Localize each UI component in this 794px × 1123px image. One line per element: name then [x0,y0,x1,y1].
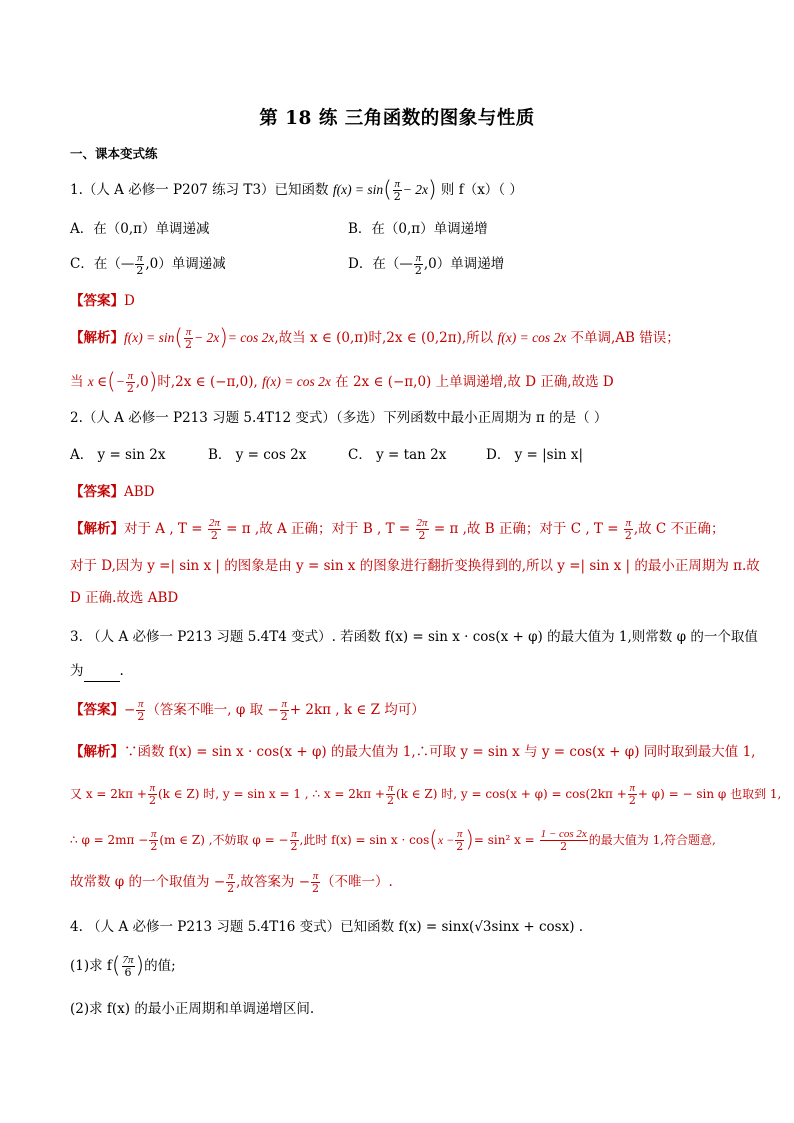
q1-analysis-line1: 【解析】f(x) = sin( $\frac{\pi}{2}$ − 2x)= cos 2x,故当 x ∈ (0,π)时,2x ∈ (0,2π),所以 f(x) = cos 2x 不单调,AB 错误； [70,325,680,351]
q2-answer: 【答案】ABD [70,484,155,500]
q4-part1: (1)求 f( $\frac{7\pi}{6}$ )的值; [70,953,176,979]
q2-analysis-line2: 对于 D,因为 y =| sin x | 的图象是由 y = sin x 的图象进行翻折变换得到的,所以 y =| sin x | 的最小正周期为 π.故 [70,558,760,574]
q3-stem-line2: 为 . [70,660,124,682]
q1-analysis-line2: 当 x ∈(− $\frac{\pi}{2}$ ,0)时,2x ∈ (−π,0), f(x) = cos 2x 在 2x ∈ (−π,0) 上单调递增,故 D 正确,故选 D [70,369,614,395]
q3-stem-line1: 3. （人 A 必修一 P213 习题 5.4T4 变式）. 若函数 f(x) = sin x · cos(x + φ) 的最大值为 1,则常数 φ 的一个取值 [70,629,758,645]
q2-option-a: A． y = sin 2x [70,447,166,463]
q4-part2: (2)求 f(x) 的最小正周期和单调递增区间. [70,1001,315,1017]
page-title: 第 18 练 三角函数的图象与性质 [259,108,535,129]
fraction: $\frac{\pi}{2}$ [393,178,401,203]
answer-blank [84,667,120,682]
q2-analysis-line1: 【解析】对于 A , T = $\frac{2\pi}{2}$ = π ,故 A 正确；对于 B , T = $\frac{2\pi}{2}$ = π ,故 B 正确；对于 C , T = $\frac{\pi}{2}$ ,故 C 不正确； [70,517,725,542]
section-heading: 一、课本变式练 [70,146,158,161]
q1-option-b: B．在（0,π）单调递增 [348,221,488,237]
q2-option-c: C． y = tan 2x [348,447,447,463]
q4-stem: 4. （人 A 必修一 P213 习题 5.4T16 变式）已知函数 f(x) = sinx(√3sinx + cosx) . [70,919,584,935]
q2-analysis-line3: D 正确.故选 ABD [70,590,179,606]
q3-analysis-line3: ∴ φ = 2mπ − $\frac{\pi}{2}$ (m ∈ Z) ,不妨取 φ = − $\frac{\pi}{2}$ ,此时 f(x) = sin x · cos(x − $\frac{\pi}{2}$ )= sin² x = $\frac{1 - \cos 2x}{2}$ 的最大值为 1,符合题意, [70,827,716,853]
q3-analysis-line1: 【解析】∵函数 f(x) = sin x · cos(x + φ) 的最大值为 1,∴可取 y = sin x 与 y = cos(x + φ) 同时取到最大值 1, [70,744,756,760]
q2-stem: 2.（人 A 必修一 P213 习题 5.4T12 变式）（多选）下列函数中最小正周期为 π 的是（ ） [70,410,608,426]
q1-stem: 1.（人 A 必修一 P207 练习 T3）已知函数 f(x) = sin( $\frac{\pi}{2}$ − 2x) 则 f（x）（ ） [70,177,523,203]
q1-option-d: D．在（— $\frac{\pi}{2}$ ,0）单调递增 [348,252,505,277]
q1-option-c: C．在（— $\frac{\pi}{2}$ ,0）单调递减 [70,252,226,277]
q1-option-a: A．在（0,π）单调递减 [70,221,210,237]
q1-answer: 【答案】D [70,293,135,309]
q2-option-d: D． y = |sin x| [486,447,584,463]
q3-answer: 【答案】− $\frac{\pi}{2}$ （答案不唯一, φ 取 − $\frac{\pi}{2}$ + 2kπ , k ∈ Z 均可） [70,698,425,723]
q2-option-b: B． y = cos 2x [208,447,307,463]
q3-analysis-line4: 故常数 φ 的一个取值为 − $\frac{\pi}{2}$ ,故答案为 − $\frac{\pi}{2}$ （不唯一）. [70,870,393,895]
q3-analysis-line2: 又 x = 2kπ + $\frac{\pi}{2}$ (k ∈ Z) 时, y = sin x = 1 , ∴ x = 2kπ + $\frac{\pi}{2}$ (k ∈ Z) 时, y = cos(x + φ) = cos(2kπ + $\frac{\pi}{2}$ + φ) = − sin φ 也取到 1, [70,782,782,807]
